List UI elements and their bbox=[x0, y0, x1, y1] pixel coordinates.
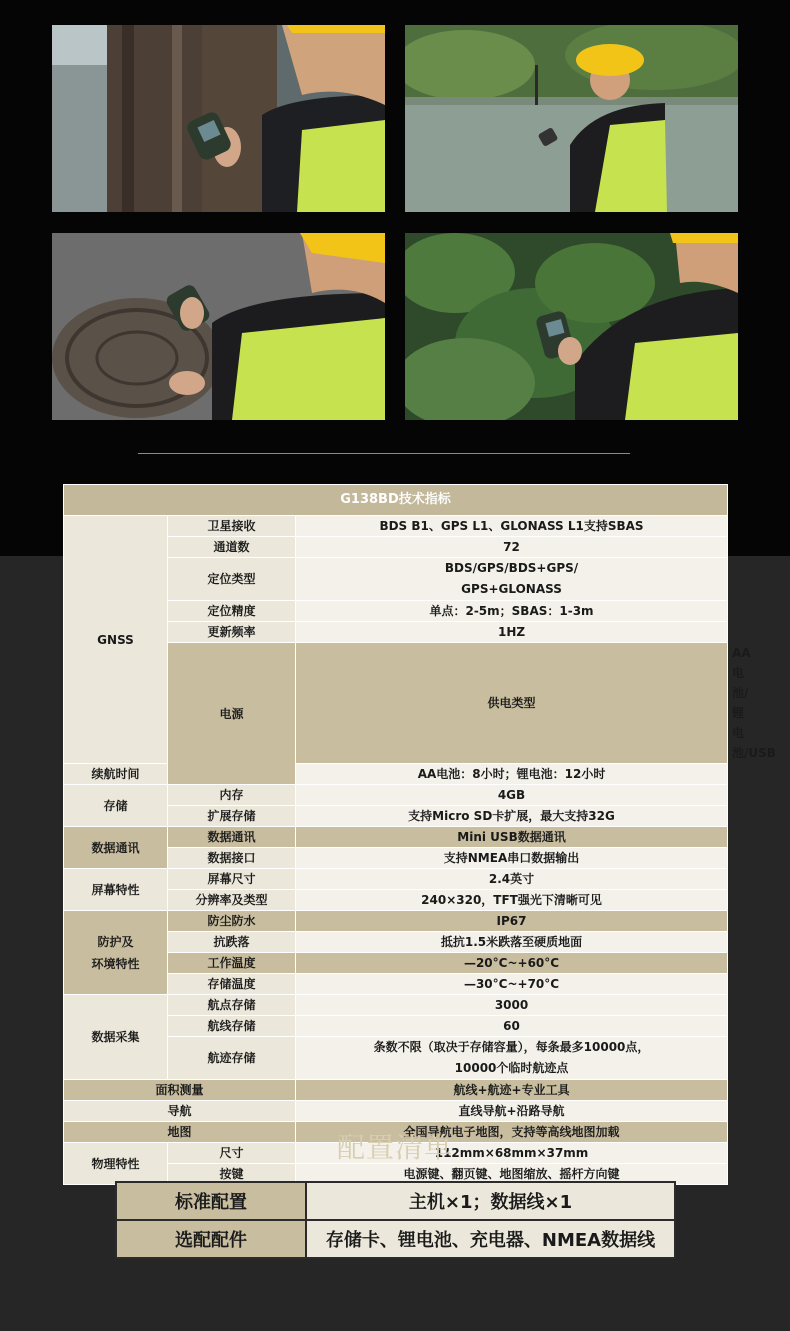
row-label: 卫星接收 bbox=[168, 516, 296, 537]
photo-worker-by-river bbox=[405, 25, 738, 212]
row-label: 定位精度 bbox=[168, 601, 296, 622]
group-label-data-comms: 数据通讯 bbox=[64, 827, 168, 869]
table-row bbox=[116, 1182, 675, 1220]
table-row bbox=[64, 764, 728, 785]
row-label: 抗跌落 bbox=[168, 932, 296, 953]
row-label-map: 地图 bbox=[64, 1122, 296, 1143]
group-label-physical: 物理特性 bbox=[64, 1143, 168, 1185]
config-value: 存储卡、锂电池、充电器、NMEA数据线 bbox=[306, 1220, 675, 1258]
row-value-multiline bbox=[296, 558, 728, 601]
row-label: 航点存储 bbox=[168, 995, 296, 1016]
table-row bbox=[64, 869, 728, 890]
table-row bbox=[64, 785, 728, 806]
row-label: 数据接口 bbox=[168, 848, 296, 869]
row-value: 1HZ bbox=[296, 622, 728, 643]
group-label-line: 防护及 bbox=[97, 934, 134, 949]
row-value: 2.4英寸 bbox=[296, 869, 728, 890]
table-row bbox=[64, 827, 728, 848]
group-label-data-collection: 数据采集 bbox=[64, 995, 168, 1080]
photo-worker-by-manhole bbox=[52, 233, 385, 420]
row-label: 航线存储 bbox=[168, 1016, 296, 1037]
row-value: 抵抗1.5米跌落至硬质地面 bbox=[296, 932, 728, 953]
group-label-protection bbox=[64, 911, 168, 995]
spec-table bbox=[63, 484, 728, 1185]
table-row bbox=[64, 516, 728, 537]
spec-table-container bbox=[63, 484, 727, 1185]
row-label: 航迹存储 bbox=[168, 1037, 296, 1080]
row-label: 工作温度 bbox=[168, 953, 296, 974]
row-label: 供电类型 bbox=[296, 643, 728, 764]
row-label-area: 面积测量 bbox=[64, 1080, 296, 1101]
config-table-container bbox=[115, 1181, 676, 1259]
group-label-gnss: GNSS bbox=[64, 516, 168, 764]
row-value: 4GB bbox=[296, 785, 728, 806]
row-value: AA电池：8小时；锂电池：12小时 bbox=[296, 764, 728, 785]
row-label: 内存 bbox=[168, 785, 296, 806]
row-label-navigation: 导航 bbox=[64, 1101, 296, 1122]
row-label: 扩展存储 bbox=[168, 806, 296, 827]
row-value-line: GPS+GLONASS bbox=[461, 582, 562, 596]
row-value: 72 bbox=[296, 537, 728, 558]
row-label: 更新频率 bbox=[168, 622, 296, 643]
row-value-line: BDS/GPS/BDS+GPS/ bbox=[444, 561, 579, 575]
photo-worker-by-bushes bbox=[405, 233, 738, 420]
row-value: 支持Micro SD卡扩展，最大支持32G bbox=[296, 806, 728, 827]
row-value: 电源键、翻页键、地图缩放、摇杆方向键 bbox=[296, 1164, 728, 1185]
config-label: 选配配件 bbox=[116, 1220, 306, 1258]
row-label: 尺寸 bbox=[168, 1143, 296, 1164]
row-value-line: 10000个临时航迹点 bbox=[454, 1061, 569, 1075]
group-label-power: 电源 bbox=[168, 643, 296, 785]
row-value: 60 bbox=[296, 1016, 728, 1037]
row-value: Mini USB数据通讯 bbox=[296, 827, 728, 848]
row-value: 240×320，TFT强光下清晰可见 bbox=[296, 890, 728, 911]
row-value: 3000 bbox=[296, 995, 728, 1016]
row-label: 定位类型 bbox=[168, 558, 296, 601]
row-value: —20°C~+60°C bbox=[296, 953, 728, 974]
spec-title: G138BD技术指标 bbox=[64, 485, 728, 516]
config-value: 主机×1；数据线×1 bbox=[306, 1182, 675, 1220]
row-value: IP67 bbox=[296, 911, 728, 932]
spec-title-row bbox=[64, 485, 728, 516]
table-row bbox=[64, 1080, 728, 1101]
row-value: 全国导航电子地图，支持等高线地图加载 bbox=[296, 1122, 728, 1143]
row-value-line: 条数不限（取决于存储容量），每条最多10000点， bbox=[373, 1040, 650, 1054]
row-label: 通道数 bbox=[168, 537, 296, 558]
row-label: 续航时间 bbox=[64, 764, 168, 785]
row-label: 防尘防水 bbox=[168, 911, 296, 932]
table-row bbox=[116, 1220, 675, 1258]
table-row bbox=[64, 1101, 728, 1122]
table-row bbox=[64, 995, 728, 1016]
group-label-line: 环境特性 bbox=[91, 956, 140, 971]
config-table bbox=[115, 1181, 676, 1259]
row-value: 航线+航迹+专业工具 bbox=[296, 1080, 728, 1101]
row-value-multiline bbox=[296, 1037, 728, 1080]
row-label: 屏幕尺寸 bbox=[168, 869, 296, 890]
row-value: 支持NMEA串口数据输出 bbox=[296, 848, 728, 869]
row-value: —30°C~+70°C bbox=[296, 974, 728, 995]
row-label: 分辨率及类型 bbox=[168, 890, 296, 911]
group-label-screen: 屏幕特性 bbox=[64, 869, 168, 911]
row-value: 112mm×68mm×37mm bbox=[296, 1143, 728, 1164]
config-title: 配置清单 bbox=[336, 1131, 453, 1164]
row-label: 存储温度 bbox=[168, 974, 296, 995]
table-row bbox=[64, 911, 728, 932]
row-label: 按键 bbox=[168, 1164, 296, 1185]
row-label: 数据通讯 bbox=[168, 827, 296, 848]
section-divider bbox=[138, 453, 630, 454]
row-value: 单点：2-5m；SBAS：1-3m bbox=[296, 601, 728, 622]
row-value: BDS B1、GPS L1、GLONASS L1支持SBAS bbox=[296, 516, 728, 537]
config-label: 标准配置 bbox=[116, 1182, 306, 1220]
photo-worker-by-tree bbox=[52, 25, 385, 212]
row-value: 直线导航+沿路导航 bbox=[296, 1101, 728, 1122]
group-label-storage: 存储 bbox=[64, 785, 168, 827]
